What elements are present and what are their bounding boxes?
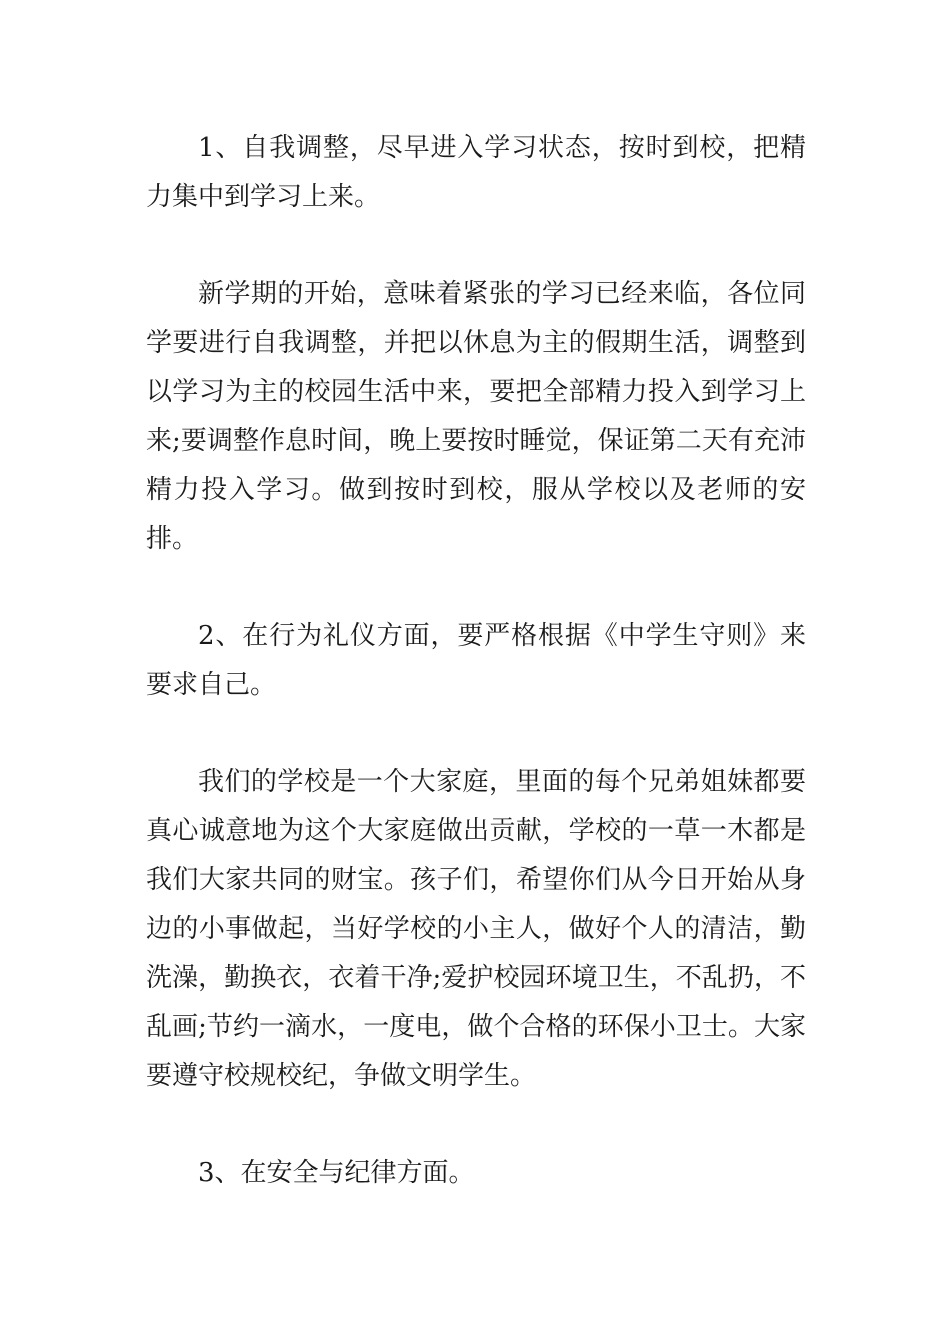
paragraph-gap <box>146 1101 806 1149</box>
paragraph-etiquette-heading: 2、在行为礼仪方面，要严格根据《中学生守则》来要求自己。 <box>146 621 806 700</box>
paragraph-gap <box>146 222 806 270</box>
paragraph-new-semester: 新学期的开始，意味着紧张的学习已经来临，各位同学要进行自我调整，并把以休息为主的假期生活，调整到以学习为主的校园生活中来，要把全部精力投入到学习上来;要调整作息时间，晚上要按时睡觉，保证第二天有充沛精力投入学习。做到按时到校，服从学校以及老师的安排。 <box>146 279 806 554</box>
paragraph-gap <box>146 710 806 758</box>
paragraph-school-family: 我们的学校是一个大家庭，里面的每个兄弟姐妹都要真心诚意地为这个大家庭做出贡献，学校的一草一木都是我们大家共同的财宝。孩子们，希望你们从今日开始从身边的小事做起，当好学校的小主人，做好个人的清洁，勤洗澡，勤换衣，衣着干净;爱护校园环境卫生，不乱扔，不乱画;节约一滴水，一度电，做个合格的环保小卫士。大家要遵守校规校纪，争做文明学生。 <box>146 767 806 1091</box>
paragraph-gap <box>146 564 806 612</box>
document-body <box>146 124 806 1198</box>
paragraph-safety-heading: 3、在安全与纪律方面。 <box>198 1158 475 1188</box>
paragraph-self-adjustment-heading: 1、自我调整，尽早进入学习状态，按时到校，把精力集中到学习上来。 <box>146 133 806 212</box>
